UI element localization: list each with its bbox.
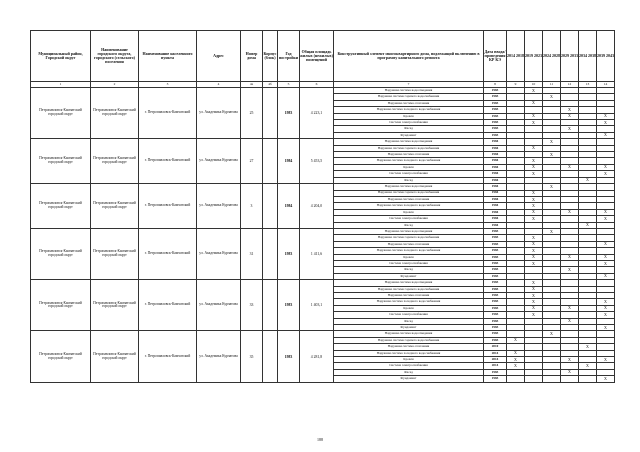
commission-date-cell: 1983 — [484, 132, 507, 138]
commission-date-cell: 1983 — [484, 293, 507, 299]
area-cell: 4 281,8 — [300, 331, 334, 382]
period-mark-cell: X — [525, 88, 543, 94]
structural-element-cell: Наружная система горячего водоснабжения — [334, 235, 484, 241]
locality-cell: г. Петропавловск-Камчатский — [139, 88, 197, 139]
municipality-cell: Петропавловск-Камчатский городской округ — [31, 139, 91, 184]
structural-element-cell: Наружная система холодного водоснабжения — [334, 107, 484, 113]
header-commission-date: Дата ввода/ проведения КР КЭ — [484, 31, 507, 82]
settlement-cell: Петропавловск-Камчатский городской округ — [91, 331, 139, 382]
header-period-2029-2033: 2029 2033 — [561, 31, 579, 82]
commission-date-cell: 1983 — [484, 312, 507, 318]
area-cell: 5 453,5 — [300, 139, 334, 184]
commission-date-cell: 1983 — [484, 126, 507, 132]
period-mark-cell: X — [543, 152, 561, 158]
period-mark-cell: X — [561, 164, 579, 170]
period-mark-cell: X — [579, 363, 597, 369]
period-mark-cell: X — [597, 376, 615, 382]
block-cell — [263, 280, 278, 331]
header-area: Общая площадь жилых (нежилых) помещений — [300, 31, 334, 82]
structural-element-cell: Кровля — [334, 209, 484, 215]
municipality-cell: Петропавловск-Камчатский городской округ — [31, 88, 91, 139]
structural-element-cell: Кровля — [334, 305, 484, 311]
period-mark-cell: X — [525, 203, 543, 209]
period-mark-cell: X — [525, 164, 543, 170]
structural-element-cell: Наружная система отопления — [334, 293, 484, 299]
period-mark-cell: X — [525, 190, 543, 196]
column-number: 10 — [525, 82, 543, 88]
column-number: 7 — [334, 82, 484, 88]
structural-element-cell: Наружная система горячего водоснабжения — [334, 145, 484, 151]
address-cell: ул. Академика Курчатова — [197, 184, 241, 229]
commission-date-cell: 1983 — [484, 305, 507, 311]
period-mark-cell: X — [525, 293, 543, 299]
commission-date-cell: 1984 — [484, 145, 507, 151]
commission-date-cell: 1984 — [484, 177, 507, 183]
period-mark-cell: X — [597, 241, 615, 247]
period-mark-cell: X — [525, 145, 543, 151]
address-cell: ул. Академика Курчатова — [197, 139, 241, 184]
settlement-cell: Петропавловск-Камчатский городской округ — [91, 228, 139, 279]
document-page — [30, 30, 614, 383]
commission-date-cell: 1983 — [484, 235, 507, 241]
commission-date-cell: 1983 — [484, 267, 507, 273]
period-mark-cell: X — [597, 305, 615, 311]
structural-element-cell: Наружная система холодного водоснабжения — [334, 158, 484, 164]
period-mark-cell: X — [597, 120, 615, 126]
structural-element-cell: Фундамент — [334, 376, 484, 382]
header-period-2024-2028: 2024 2028 — [543, 31, 561, 82]
period-mark-cell: X — [597, 113, 615, 119]
settlement-cell: Петропавловск-Камчатский городской округ — [91, 280, 139, 331]
column-number: 5 — [278, 82, 300, 88]
period-mark-cell: X — [561, 107, 579, 113]
period-mark-cell: X — [597, 164, 615, 170]
structural-element-cell: Система электроснабжения — [334, 216, 484, 222]
header-address: Адрес — [197, 31, 241, 82]
structural-element-cell: Наружная система горячего водоснабжения — [334, 94, 484, 100]
commission-date-cell: 1983 — [484, 100, 507, 106]
structural-element-cell: Наружная система холодного водоснабжения — [334, 248, 484, 254]
period-mark-cell: X — [597, 132, 615, 138]
commission-date-cell: 1983 — [484, 107, 507, 113]
structural-element-cell: Система электроснабжения — [334, 312, 484, 318]
municipality-cell: Петропавловск-Камчатский городской округ — [31, 184, 91, 229]
commission-date-cell: 1984 — [484, 190, 507, 196]
commission-date-cell: 1984 — [484, 209, 507, 215]
period-mark-cell — [525, 376, 543, 382]
locality-cell: г. Петропавловск-Камчатский — [139, 139, 197, 184]
period-mark-cell: X — [597, 209, 615, 215]
commission-date-cell: 1983 — [484, 241, 507, 247]
structural-element-cell: Фасад — [334, 267, 484, 273]
period-mark-cell: X — [597, 260, 615, 266]
header-build-year: Год постройки — [278, 31, 300, 82]
period-mark-cell: X — [543, 139, 561, 145]
commission-date-cell: 1984 — [484, 222, 507, 228]
address-cell: ул. Академика Курчатова — [197, 331, 241, 382]
period-mark-cell: X — [561, 357, 579, 363]
structural-element-cell: Система электроснабжения — [334, 260, 484, 266]
structural-element-cell: Наружная система водоотведения — [334, 228, 484, 234]
period-mark-cell: X — [525, 260, 543, 266]
area-cell: 1 411,6 — [300, 228, 334, 279]
commission-date-cell: 1984 — [484, 203, 507, 209]
period-mark-cell: X — [543, 184, 561, 190]
column-number: 8 — [484, 82, 507, 88]
period-mark-cell: X — [597, 216, 615, 222]
period-mark-cell: X — [579, 344, 597, 350]
address-cell: ул. Академика Курчатова — [197, 88, 241, 139]
period-mark-cell: X — [597, 299, 615, 305]
commission-date-cell: 1983 — [484, 280, 507, 286]
block-cell — [263, 88, 278, 139]
structural-element-cell: Наружная система отопления — [334, 344, 484, 350]
header-house-number: Номер дома — [241, 31, 263, 82]
settlement-cell: Петропавловск-Камчатский городской округ — [91, 88, 139, 139]
period-mark-cell: X — [597, 254, 615, 260]
commission-date-cell: 1984 — [484, 164, 507, 170]
build-year-cell: 1983 — [278, 88, 300, 139]
structural-element-cell: Кровля — [334, 357, 484, 363]
period-mark-cell: X — [561, 254, 579, 260]
commission-date-cell: 1984 — [484, 216, 507, 222]
period-mark-cell — [561, 376, 579, 382]
commission-date-cell: 1983 — [484, 325, 507, 331]
period-mark-cell: X — [561, 369, 579, 375]
structural-element-cell: Наружная система отопления — [334, 152, 484, 158]
commission-date-cell: 1983 — [484, 260, 507, 266]
commission-date-cell: 1983 — [484, 337, 507, 343]
period-mark-cell: X — [597, 273, 615, 279]
header-block: Корпус (блок) — [263, 31, 278, 82]
page-number: 188 — [317, 437, 323, 442]
structural-element-cell: Фасад — [334, 177, 484, 183]
structural-element-cell: Фасад — [334, 318, 484, 324]
address-cell: ул. Академика Курчатова — [197, 228, 241, 279]
period-mark-cell: X — [561, 126, 579, 132]
header-locality: Наименование населенного пункта — [139, 31, 197, 82]
settlement-cell: Петропавловск-Камчатский городской округ — [91, 139, 139, 184]
commission-date-cell: 1983 — [484, 228, 507, 234]
commission-date-cell: 1983 — [484, 273, 507, 279]
header-period-2034-2038: 2034 2038 — [579, 31, 597, 82]
commission-date-cell: 1983 — [484, 369, 507, 375]
commission-date-cell: 1984 — [484, 171, 507, 177]
structural-element-cell: Фасад — [334, 126, 484, 132]
house-number-cell: 3 — [241, 184, 263, 229]
locality-cell: г. Петропавловск-Камчатский — [139, 184, 197, 229]
structural-element-cell: Наружная система водоотведения — [334, 88, 484, 94]
commission-date-cell: 2014 — [484, 357, 507, 363]
period-mark-cell: X — [525, 235, 543, 241]
area-cell: 1 403,1 — [300, 280, 334, 331]
column-number: 1 — [31, 82, 91, 88]
commission-date-cell: 1984 — [484, 196, 507, 202]
period-mark-cell: X — [525, 113, 543, 119]
column-number: 4б — [263, 82, 278, 88]
header-settlement: Наименование городского округа, городского (сельского) поселения — [91, 31, 139, 82]
header-municipality: Муниципальный район, Городской округ — [31, 31, 91, 82]
period-mark-cell: X — [525, 158, 543, 164]
build-year-cell: 1983 — [278, 228, 300, 279]
period-mark-cell: X — [525, 286, 543, 292]
house-number-cell: 25 — [241, 88, 263, 139]
structural-element-cell: Кровля — [334, 164, 484, 170]
period-mark-cell: X — [525, 280, 543, 286]
period-mark-cell: X — [507, 350, 525, 356]
period-mark-cell: X — [525, 100, 543, 106]
period-mark-cell: X — [543, 228, 561, 234]
build-year-cell: 1983 — [278, 331, 300, 382]
commission-date-cell: 1984 — [484, 184, 507, 190]
house-number-cell: 33 — [241, 280, 263, 331]
period-mark-cell: X — [507, 337, 525, 343]
commission-date-cell: 1984 — [484, 152, 507, 158]
period-mark-cell: X — [561, 318, 579, 324]
period-mark-cell: X — [525, 241, 543, 247]
address-cell: ул. Академика Курчатова — [197, 280, 241, 331]
column-number: 6 — [300, 82, 334, 88]
commission-date-cell: 1983 — [484, 318, 507, 324]
block-cell — [263, 228, 278, 279]
column-number: 4а — [241, 82, 263, 88]
house-number-cell: 27 — [241, 139, 263, 184]
commission-date-cell: 1984 — [484, 139, 507, 145]
column-number: 4 — [197, 82, 241, 88]
structural-element-cell: Наружная система холодного водоснабжения — [334, 299, 484, 305]
commission-date-cell: 2010 — [484, 344, 507, 350]
commission-date-cell: 1983 — [484, 113, 507, 119]
column-number: 13 — [579, 82, 597, 88]
structural-element-cell: Наружная система холодного водоснабжения — [334, 350, 484, 356]
structural-element-cell: Наружная система водоотведения — [334, 184, 484, 190]
build-year-cell: 1984 — [278, 139, 300, 184]
column-number: 14 — [597, 82, 615, 88]
structural-element-cell: Кровля — [334, 113, 484, 119]
commission-date-cell: 1983 — [484, 120, 507, 126]
commission-date-cell: 1983 — [484, 248, 507, 254]
house-number-cell: 31 — [241, 228, 263, 279]
area-cell: 4 223,1 — [300, 88, 334, 139]
period-mark-cell: X — [561, 305, 579, 311]
period-mark-cell: X — [507, 363, 525, 369]
commission-date-cell: 1983 — [484, 94, 507, 100]
build-year-cell: 1984 — [278, 184, 300, 229]
structural-element-cell: Система электроснабжения — [334, 120, 484, 126]
period-mark-cell: X — [543, 94, 561, 100]
period-mark-cell: X — [525, 312, 543, 318]
period-mark-cell: X — [507, 357, 525, 363]
structural-element-cell: Фасад — [334, 222, 484, 228]
structural-element-cell: Фундамент — [334, 273, 484, 279]
commission-date-cell: 1983 — [484, 88, 507, 94]
structural-element-cell: Фасад — [334, 369, 484, 375]
period-mark-cell: X — [579, 177, 597, 183]
block-cell — [263, 331, 278, 382]
build-year-cell: 1983 — [278, 280, 300, 331]
structural-element-cell: Система электроснабжения — [334, 363, 484, 369]
period-mark-cell — [507, 376, 525, 382]
period-mark-cell: X — [525, 299, 543, 305]
commission-date-cell: 2014 — [484, 350, 507, 356]
column-number: 2 — [91, 82, 139, 88]
column-number: 12 — [561, 82, 579, 88]
structural-element-cell: Наружная система горячего водоснабжения — [334, 286, 484, 292]
structural-element-cell: Наружная система водоотведения — [334, 331, 484, 337]
commission-date-cell: 1983 — [484, 331, 507, 337]
commission-date-cell: 1983 — [484, 376, 507, 382]
period-mark-cell: X — [579, 222, 597, 228]
settlement-cell: Петропавловск-Камчатский городской округ — [91, 184, 139, 229]
structural-element-cell: Наружная система отопления — [334, 196, 484, 202]
structural-element-cell: Наружная система горячего водоснабжения — [334, 190, 484, 196]
period-mark-cell: X — [525, 216, 543, 222]
header-row — [31, 31, 615, 82]
period-mark-cell: X — [597, 325, 615, 331]
period-mark-cell: X — [525, 171, 543, 177]
period-mark-cell: X — [597, 171, 615, 177]
column-number: 11 — [543, 82, 561, 88]
structural-element-cell: Наружная система отопления — [334, 241, 484, 247]
structural-element-cell: Система электроснабжения — [334, 171, 484, 177]
house-number-cell: 35 — [241, 331, 263, 382]
block-cell — [263, 184, 278, 229]
area-cell: 4 204,0 — [300, 184, 334, 229]
commission-date-cell: 1983 — [484, 254, 507, 260]
period-mark-cell: X — [597, 312, 615, 318]
structural-element-cell: Наружная система холодного водоснабжения — [334, 203, 484, 209]
period-mark-cell: X — [597, 357, 615, 363]
header-period-2019-2023: 2019 2023 — [525, 31, 543, 82]
structural-element-cell: Наружная система отопления — [334, 100, 484, 106]
period-mark-cell: X — [561, 113, 579, 119]
period-mark-cell: X — [543, 331, 561, 337]
period-mark-cell: X — [525, 196, 543, 202]
commission-date-cell: 1983 — [484, 286, 507, 292]
municipality-cell: Петропавловск-Камчатский городской округ — [31, 228, 91, 279]
period-mark-cell: X — [525, 209, 543, 215]
period-mark-cell — [543, 376, 561, 382]
locality-cell: г. Петропавловск-Камчатский — [139, 228, 197, 279]
block-cell — [263, 139, 278, 184]
commission-date-cell: 1983 — [484, 299, 507, 305]
structural-element-cell: Кровля — [334, 254, 484, 260]
period-mark-cell — [579, 376, 597, 382]
period-mark-cell: X — [525, 248, 543, 254]
locality-cell: г. Петропавловск-Камчатский — [139, 331, 197, 382]
structural-element-cell: Фундамент — [334, 132, 484, 138]
header-period-2014-2018: 2014 2018 — [507, 31, 525, 82]
column-number: 3 — [139, 82, 197, 88]
structural-element-cell: Наружная система водоотведения — [334, 139, 484, 145]
period-mark-cell: X — [525, 120, 543, 126]
structural-element-cell: Наружная система водоотведения — [334, 280, 484, 286]
column-number: 9 — [507, 82, 525, 88]
period-mark-cell: X — [525, 305, 543, 311]
commission-date-cell: 1984 — [484, 158, 507, 164]
header-period-2039-2043: 2039 2043 — [597, 31, 615, 82]
header-structural-element: Конструктивный элемент многоквартирного дома, подлежащий включению в программу капитального ремонта — [334, 31, 484, 82]
structural-element-cell: Наружная система горячего водоснабжения — [334, 337, 484, 343]
structural-element-cell: Фундамент — [334, 325, 484, 331]
period-mark-cell: X — [561, 209, 579, 215]
commission-date-cell: 2014 — [484, 363, 507, 369]
capital-repair-register-table — [30, 30, 615, 383]
period-mark-cell: X — [561, 267, 579, 273]
municipality-cell: Петропавловск-Камчатский городской округ — [31, 331, 91, 382]
municipality-cell: Петропавловск-Камчатский городской округ — [31, 280, 91, 331]
locality-cell: г. Петропавловск-Камчатский — [139, 280, 197, 331]
period-mark-cell: X — [525, 254, 543, 260]
